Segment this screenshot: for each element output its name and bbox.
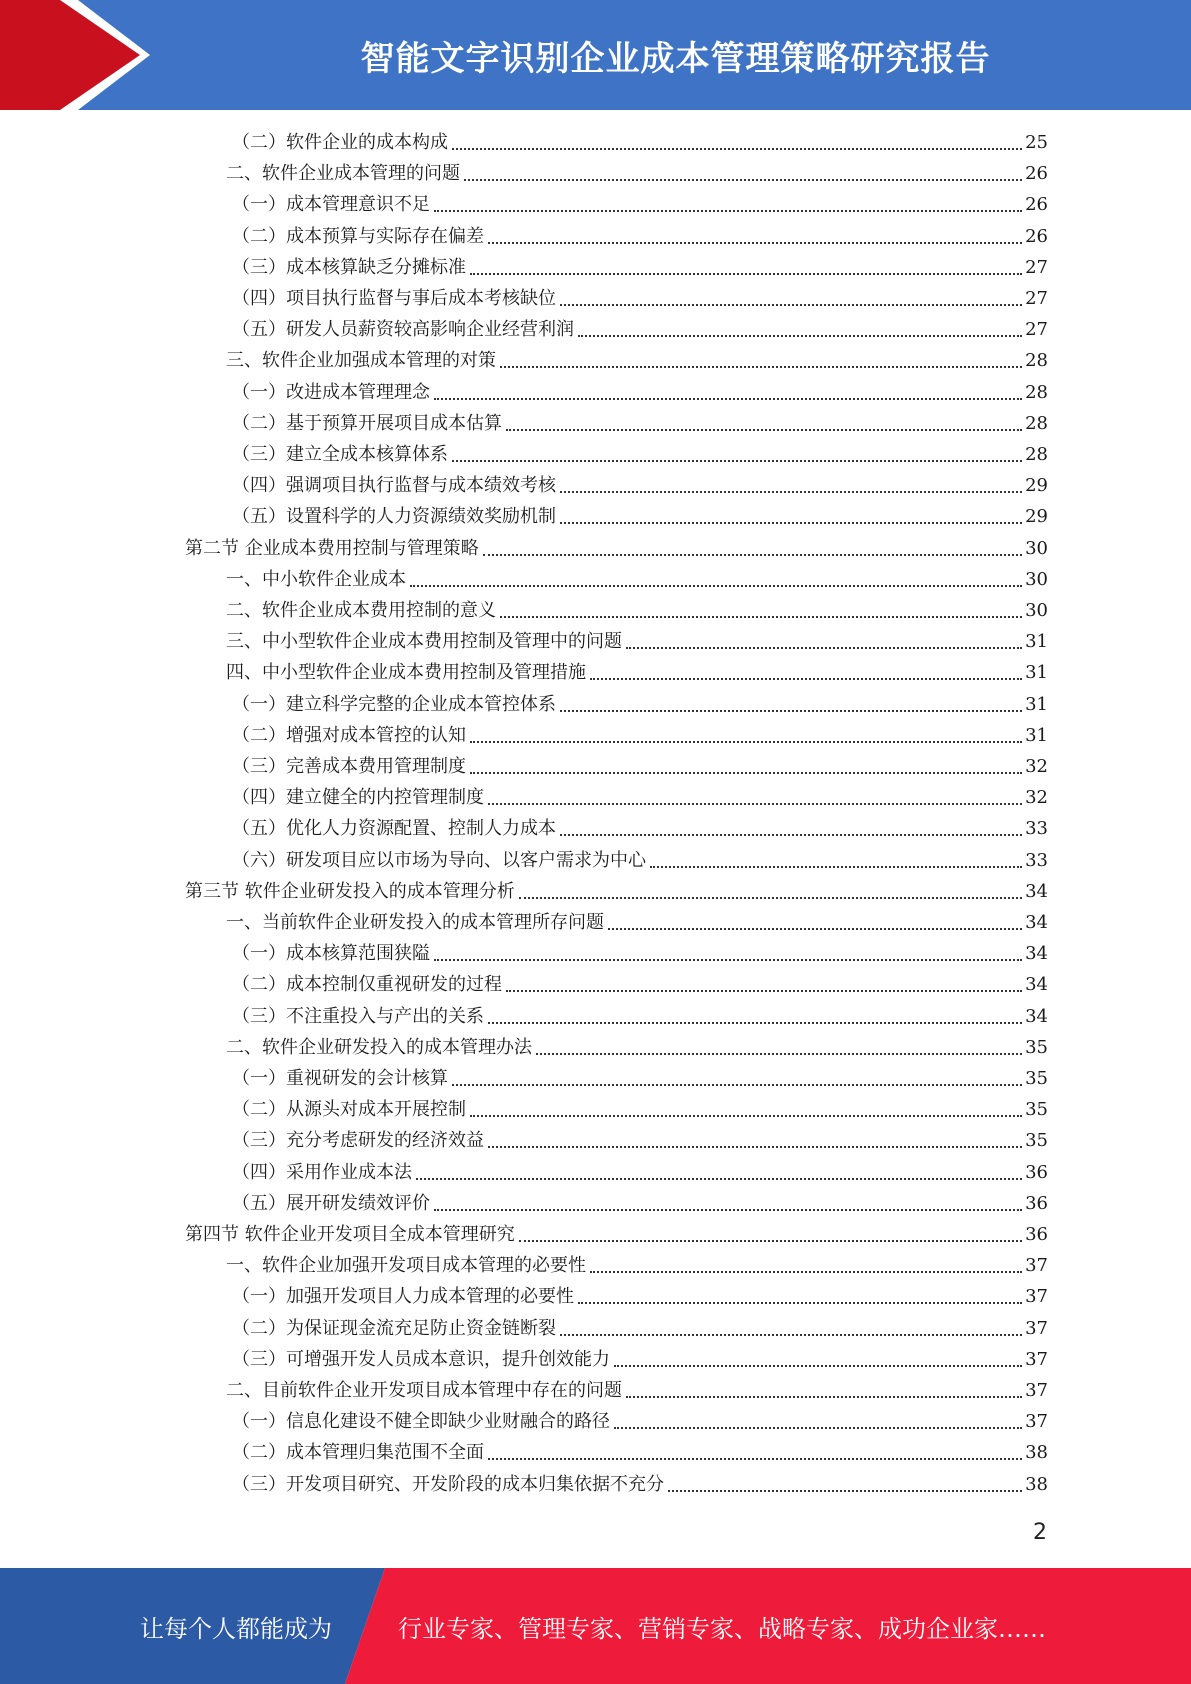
toc-entry-label: （一）成本管理意识不足	[232, 194, 430, 216]
toc-entry-label: （三）充分考虑研发的经济效益	[232, 1130, 484, 1152]
toc-entry[interactable]	[232, 969, 1048, 1000]
toc-entry[interactable]	[226, 345, 1048, 376]
toc-entry-label: （一）加强开发项目人力成本管理的必要性	[232, 1286, 574, 1308]
toc-entry-page: 29	[1025, 506, 1048, 528]
toc-dot-leader	[578, 334, 1022, 337]
toc-entry-label: 二、软件企业成本管理的问题	[226, 163, 460, 185]
toc-dot-leader	[590, 677, 1022, 680]
toc-dot-leader	[536, 1052, 1022, 1055]
toc-entry-label: （二）成本控制仅重视研发的过程	[232, 974, 502, 996]
toc-entry-page: 35	[1025, 1036, 1048, 1058]
toc-entry[interactable]	[232, 1063, 1048, 1094]
toc-entry-page: 31	[1025, 662, 1048, 684]
toc-entry[interactable]	[185, 533, 1048, 564]
toc-entry-label: （一）信息化建设不健全即缺少业财融合的路径	[232, 1411, 610, 1433]
toc-entry-label: （五）优化人力资源配置、控制人力成本	[232, 818, 556, 840]
toc-entry-label: 四、中小型软件企业成本费用控制及管理措施	[226, 662, 586, 684]
toc-dot-leader	[560, 709, 1022, 712]
toc-dot-leader	[519, 896, 1022, 899]
toc-entry-label: （三）完善成本费用管理制度	[232, 756, 466, 777]
toc-dot-leader	[500, 365, 1022, 368]
toc-entry-page: 37	[1025, 1286, 1048, 1308]
toc-entry-label: 一、软件企业加强开发项目成本管理的必要性	[226, 1255, 586, 1277]
toc-dot-leader	[500, 615, 1022, 618]
toc-entry[interactable]	[226, 1250, 1048, 1281]
toc-entry[interactable]	[232, 470, 1048, 501]
toc-entry[interactable]	[226, 564, 1048, 595]
toc-entry-page: 37	[1025, 1317, 1048, 1339]
footer-slogan-right: 行业专家、管理专家、营销专家、战略专家、成功企业家……	[398, 1614, 1046, 1643]
toc-dot-leader	[434, 397, 1022, 400]
toc-entry-page: 36	[1025, 1161, 1048, 1183]
toc-entry[interactable]	[232, 314, 1048, 345]
toc-entry-page: 28	[1025, 381, 1048, 403]
toc-entry-page: 32	[1025, 756, 1048, 777]
toc-entry-page: 37	[1025, 1411, 1048, 1433]
page-number: 2	[1033, 1520, 1047, 1545]
toc-entry-label: （二）基于预算开展项目成本估算	[232, 412, 502, 434]
toc-entry-page: 26	[1025, 225, 1048, 247]
toc-entry-label: （二）增强对成本管控的认知	[232, 724, 466, 746]
toc-dot-leader	[578, 1301, 1022, 1304]
toc-entry[interactable]	[232, 1437, 1048, 1468]
toc-entry-page: 34	[1025, 943, 1048, 965]
page-header	[0, 0, 1191, 110]
toc-entry-label: 二、目前软件企业开发项目成本管理中存在的问题	[226, 1380, 622, 1401]
toc-entry[interactable]	[232, 1094, 1048, 1125]
toc-entry-label: （二）成本管理归集范围不全面	[232, 1442, 484, 1464]
toc-dot-leader	[608, 927, 1022, 930]
toc-entry-label: （三）开发项目研究、开发阶段的成本归集依据不充分	[232, 1473, 664, 1495]
toc-entry[interactable]	[226, 1375, 1048, 1406]
toc-entry-label: （四）项目执行监督与事后成本考核缺位	[232, 288, 556, 309]
toc-entry-page: 35	[1025, 1068, 1048, 1089]
toc-entry-page: 30	[1025, 568, 1048, 590]
toc-entry[interactable]	[232, 1406, 1048, 1437]
toc-entry-page: 28	[1025, 350, 1048, 372]
toc-entry-label: （二）为保证现金流充足防止资金链断裂	[232, 1317, 556, 1339]
toc-dot-leader	[650, 865, 1022, 868]
toc-entry[interactable]	[232, 845, 1048, 876]
toc-entry-label: （三）建立全成本核算体系	[232, 444, 448, 465]
toc-entry[interactable]	[185, 1219, 1048, 1250]
toc-dot-leader	[506, 428, 1022, 431]
toc-dot-leader	[560, 490, 1022, 493]
toc-entry[interactable]	[226, 595, 1048, 626]
toc-dot-leader	[590, 1270, 1022, 1273]
toc-entry-page: 27	[1025, 256, 1048, 278]
toc-entry-page: 36	[1025, 1192, 1048, 1214]
toc-entry[interactable]	[232, 252, 1048, 283]
toc-entry-label: 二、软件企业研发投入的成本管理办法	[226, 1036, 532, 1058]
toc-entry-page: 31	[1025, 693, 1048, 715]
toc-entry[interactable]	[232, 1001, 1048, 1032]
toc-dot-leader	[626, 646, 1022, 649]
toc-dot-leader	[470, 771, 1022, 774]
toc-entry-page: 27	[1025, 288, 1048, 309]
toc-entry-page: 35	[1025, 1099, 1048, 1121]
toc-entry[interactable]	[232, 377, 1048, 408]
toc-dot-leader	[506, 989, 1022, 992]
toc-dot-leader	[452, 147, 1022, 150]
toc-entry-label: （一）重视研发的会计核算	[232, 1068, 448, 1089]
toc-entry-page: 28	[1025, 444, 1048, 465]
toc-entry-page: 34	[1025, 974, 1048, 996]
toc-entry-label: （五）设置科学的人力资源绩效奖励机制	[232, 506, 556, 528]
toc-entry[interactable]	[232, 501, 1048, 532]
toc-dot-leader	[470, 272, 1022, 275]
toc-entry-page: 30	[1025, 537, 1048, 559]
toc-entry[interactable]	[232, 439, 1048, 470]
toc-entry-page: 31	[1025, 724, 1048, 746]
toc-entry-page: 33	[1025, 849, 1048, 871]
toc-entry-label: 一、中小软件企业成本	[226, 568, 406, 590]
toc-entry-label: （四）强调项目执行监督与成本绩效考核	[232, 475, 556, 497]
toc-entry[interactable]	[232, 782, 1048, 813]
toc-entry-label: 第二节 企业成本费用控制与管理策略	[185, 537, 479, 559]
toc-entry-label: 三、中小型软件企业成本费用控制及管理中的问题	[226, 631, 622, 653]
toc-entry-page: 36	[1025, 1224, 1048, 1245]
toc-entry-label: （五）展开研发绩效评价	[232, 1192, 430, 1214]
toc-entry[interactable]	[232, 283, 1048, 314]
toc-entry-label: （一）改进成本管理理念	[232, 381, 430, 403]
toc-entry-label: （二）软件企业的成本构成	[232, 132, 448, 153]
red-chevron-decoration	[0, 0, 150, 110]
toc-entry-label: （六）研发项目应以市场为导向、以客户需求为中心	[232, 849, 646, 871]
toc-dot-leader	[464, 178, 1022, 181]
toc-dot-leader	[560, 833, 1022, 836]
toc-dot-leader	[483, 553, 1022, 556]
toc-dot-leader	[519, 1239, 1022, 1242]
toc-entry-page: 34	[1025, 912, 1048, 933]
toc-entry-page: 31	[1025, 631, 1048, 653]
toc-entry-label: 第四节 软件企业开发项目全成本管理研究	[185, 1224, 515, 1245]
toc-dot-leader	[452, 459, 1022, 462]
toc-dot-leader	[560, 1333, 1022, 1336]
toc-entry-label: （三）成本核算缺乏分摊标准	[232, 256, 466, 278]
toc-entry[interactable]	[232, 938, 1048, 969]
toc-dot-leader	[416, 1177, 1022, 1180]
toc-dot-leader	[410, 584, 1022, 587]
toc-entry-page: 38	[1025, 1442, 1048, 1464]
toc-entry[interactable]	[226, 657, 1048, 688]
page-footer	[0, 1568, 1191, 1684]
toc-entry-page: 30	[1025, 600, 1048, 621]
toc-dot-leader	[470, 740, 1022, 743]
toc-dot-leader	[434, 958, 1022, 961]
toc-entry[interactable]	[232, 813, 1048, 844]
toc-dot-leader	[560, 521, 1022, 524]
toc-entry-page: 37	[1025, 1255, 1048, 1277]
toc-entry-page: 28	[1025, 412, 1048, 434]
toc-entry[interactable]	[232, 189, 1048, 220]
toc-entry-page: 37	[1025, 1348, 1048, 1370]
toc-entry-page: 27	[1025, 319, 1048, 341]
toc-entry-page: 29	[1025, 475, 1048, 497]
toc-dot-leader	[626, 1395, 1022, 1398]
toc-dot-leader	[470, 1114, 1022, 1117]
toc-entry-label: （五）研发人员薪资较高影响企业经营利润	[232, 319, 574, 341]
toc-entry-page: 35	[1025, 1130, 1048, 1152]
toc-entry-page: 32	[1025, 787, 1048, 809]
toc-entry-page: 33	[1025, 818, 1048, 840]
toc-entry-label: （二）成本预算与实际存在偏差	[232, 225, 484, 247]
toc-entry-label: 三、软件企业加强成本管理的对策	[226, 350, 496, 372]
toc-entry-label: （二）从源头对成本开展控制	[232, 1099, 466, 1121]
toc-entry[interactable]	[232, 1344, 1048, 1375]
toc-entry[interactable]	[185, 876, 1048, 907]
toc-entry-label: （一）成本核算范围狭隘	[232, 943, 430, 965]
toc-entry-label: 一、当前软件企业研发投入的成本管理所存问题	[226, 912, 604, 933]
toc-dot-leader	[668, 1489, 1022, 1492]
toc-entry-label: （三）不注重投入与产出的关系	[232, 1005, 484, 1027]
toc-entry[interactable]	[232, 689, 1048, 720]
toc-dot-leader	[434, 1208, 1022, 1211]
toc-dot-leader	[488, 802, 1022, 805]
toc-entry[interactable]	[226, 907, 1048, 938]
toc-entry[interactable]	[232, 1313, 1048, 1344]
toc-dot-leader	[488, 1021, 1022, 1024]
toc-dot-leader	[488, 1145, 1022, 1148]
toc-entry[interactable]	[232, 1125, 1048, 1156]
report-title: 智能文字识别企业成本管理策略研究报告	[360, 38, 991, 79]
toc-entry[interactable]	[232, 1469, 1048, 1500]
toc-dot-leader	[452, 1083, 1022, 1086]
toc-entry[interactable]	[232, 751, 1048, 782]
toc-entry[interactable]	[232, 127, 1048, 158]
toc-dot-leader	[614, 1426, 1022, 1429]
toc-entry[interactable]	[232, 221, 1048, 252]
toc-entry[interactable]	[232, 1281, 1048, 1312]
toc-entry-page: 25	[1025, 132, 1048, 153]
toc-entry[interactable]	[232, 720, 1048, 751]
toc-entry-page: 26	[1025, 194, 1048, 216]
toc-entry-label: （四）采用作业成本法	[232, 1161, 412, 1183]
toc-entry[interactable]	[226, 626, 1048, 657]
toc-entry-page: 38	[1025, 1473, 1048, 1495]
toc-dot-leader	[614, 1364, 1022, 1367]
toc-entry-label: （三）可增强开发人员成本意识，提升创效能力	[232, 1348, 610, 1370]
toc-entry[interactable]	[232, 1188, 1048, 1219]
toc-dot-leader	[434, 209, 1022, 212]
toc-entry[interactable]	[232, 408, 1048, 439]
toc-entry-label: （四）建立健全的内控管理制度	[232, 787, 484, 809]
toc-entry-page: 34	[1025, 880, 1048, 902]
toc-entry[interactable]	[226, 158, 1048, 189]
toc-entry[interactable]	[232, 1157, 1048, 1188]
toc-entry-page: 37	[1025, 1380, 1048, 1401]
toc-entry-label: 第三节 软件企业研发投入的成本管理分析	[185, 880, 515, 902]
toc-entry[interactable]	[226, 1032, 1048, 1063]
toc-dot-leader	[560, 303, 1022, 306]
toc-entry-label: （一）建立科学完整的企业成本管控体系	[232, 693, 556, 715]
toc-entry-page: 26	[1025, 163, 1048, 185]
toc-entry-page: 34	[1025, 1005, 1048, 1027]
toc-dot-leader	[488, 1457, 1022, 1460]
footer-slogan-left: 让每个人都能成为	[140, 1614, 332, 1643]
toc-entry-label: 二、软件企业成本费用控制的意义	[226, 600, 496, 621]
toc-dot-leader	[488, 241, 1022, 244]
